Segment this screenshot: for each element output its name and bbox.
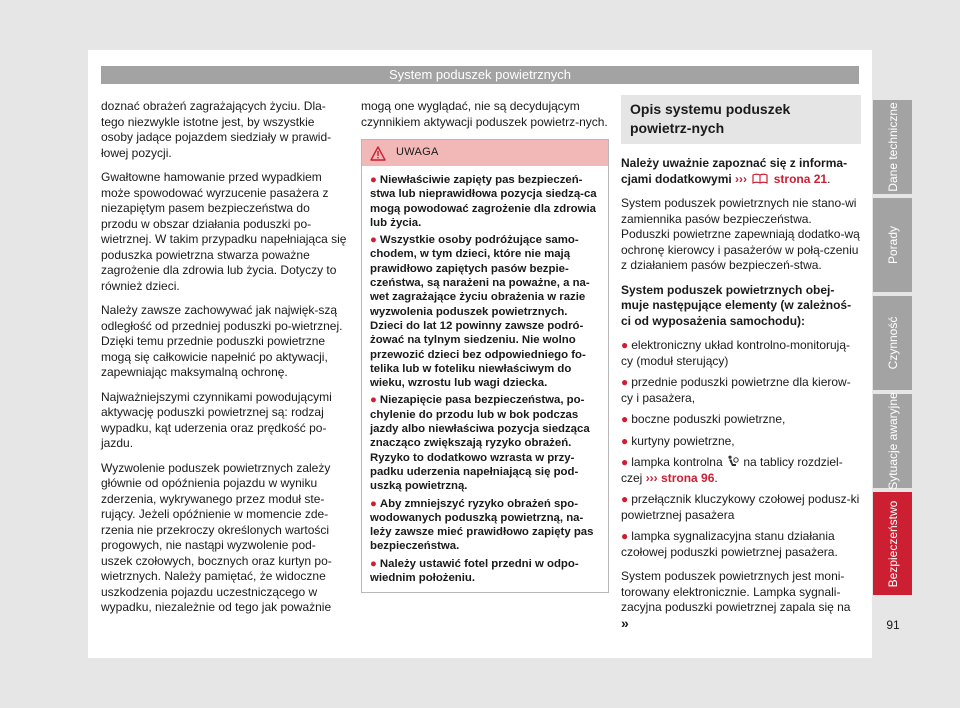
warning-item-text: Wszystkie osoby podróżujące samo-chodem, w tym dzieci, które nie mają prawidłowo zapiętych pasów bezpie-czeństwa, są narażeni na poważne, a na-wet zagrażające życiu obrażenia w razie wyzwolenia poduszek powietrznych. Dzieci do lat 12 powinny zawsze podró-żować na tylnym siedzeniu. Nie wolno przewozić dzieci bez odpowiedniego fo-telika lub w foteliku niewłaściwym do wieku, wzrostu lub wagi dziecka. — [370, 234, 590, 390]
column-left — [101, 99, 347, 625]
page-number: 91 — [886, 618, 900, 632]
bullet-icon: ● — [621, 455, 629, 469]
note-paragraph — [621, 156, 861, 187]
warning-triangle-icon — [370, 146, 386, 161]
paragraph: System poduszek powietrznych nie stano-wi zamiennika pasów bezpieczeństwa. Poduszki powietrzne zapewniają dodatko-wą ochronę kierowcy i pasażerów w połą-czeniu z działaniem pasów bezpieczeń-stwa. — [621, 196, 860, 272]
paragraph: Wyzwolenie poduszek powietrznych zależy głównie od opóźnienia pojazdu w wyniku zderzenia, wykrywanego przez moduł ste-rujący. Jeżeli opóźnienie w momencie zde-rzenia nie przekroczy określonych wartości progowych, nie nastąpi wyzwolenie pod-uszek czołowych, bocznych oraz kurtyn po-wietrznych. Należy pamiętać, że widoczne uszkodzenia pojazdu uczestniczącego w wypadku, niezależnie od tego jak poważnie — [101, 460, 332, 614]
list-item-text: kurtyny powietrzne, — [631, 433, 735, 448]
list-item — [621, 434, 861, 450]
continue-arrow-icon: » — [621, 614, 629, 631]
tab-label: Sytuacje awaryjne — [885, 392, 900, 490]
list-item — [621, 375, 861, 406]
warning-item — [370, 233, 600, 390]
tab-dane-techniczne[interactable] — [873, 100, 912, 194]
warning-item-text: Aby zmniejszyć ryzyko obrażeń spo-wodowanych poduszką powietrzną, na-leży zawsze mieć prawidłowo zapięty pas bezpieczeństwa. — [370, 497, 594, 553]
bullet-icon: ● — [621, 492, 629, 506]
paragraph: Najważniejszymi czynnikami powodującymi aktywację poduszki powietrznej są: rodzaj wypadku, kąt uderzenia oraz prędkość po-jazdu. — [101, 389, 332, 450]
bullet-icon: ● — [370, 557, 377, 570]
tab-bezpieczenstwo[interactable] — [873, 492, 912, 595]
bullet-icon: ● — [621, 375, 629, 389]
book-icon — [752, 173, 768, 184]
warning-item-text: Niezapięcie pasa bezpieczeństwa, po-chylenie do przodu lub w bok podczas jazdy albo niewłaściwa pozycja siedząca znacząco zwiększają ryzyko obrażeń. Ryzyko to dodatkowo wzrasta w przy-padku uderzenia napełniającą się pod-uszką powietrzną. — [370, 394, 590, 493]
warning-item — [370, 497, 600, 554]
paragraph — [621, 569, 861, 632]
tab-label: Porady — [885, 225, 900, 265]
list-heading: System poduszek powietrznych obej-muje następujące elementy (w zależnoś-ci od wyposażenia samochodu): — [621, 282, 852, 328]
bullet-icon: ● — [621, 529, 629, 543]
tab-label: Bezpieczeństwo — [885, 500, 900, 587]
ref-arrows: ››› — [645, 470, 658, 485]
warning-item — [370, 393, 600, 493]
warning-item — [370, 173, 600, 230]
ref-arrows: ››› — [735, 171, 748, 186]
list-item — [621, 492, 861, 523]
list-item — [621, 529, 861, 560]
list-item — [621, 412, 861, 428]
list-item-text: lampka kontrolna — [631, 455, 723, 469]
list-item-text: przełącznik kluczykowy czołowej podusz-ki powietrznej pasażera — [621, 492, 860, 522]
column-right — [621, 95, 861, 641]
list-item — [621, 455, 861, 486]
paragraph: Gwałtowne hamowanie przed wypadkiem może spowodować wyrzucenie pasażera z niezapiętym pasem bezpieczeństwa do przodu w obszar działania poduszki po-wietrznej. W takim przypadku napełniająca się poduszka powietrzna stwarza poważne zagrożenie dla zdrowia lub życia. Dotyczy to również dzieci. — [101, 170, 347, 293]
warning-item-text: Niewłaściwie zapięty pas bezpieczeń-stwa lub nieprawidłowa pozycja siedzą-ca mogą powodować zagrożenie dla zdrowia lub życia. — [370, 174, 597, 229]
punctuation: . — [714, 470, 718, 485]
paragraph-text: System poduszek powietrznych jest moni-torowany elektronicznie. Lampka sygnali-zacyjna poduszki powietrznej zapala się na — [621, 569, 851, 614]
list-item-text: boczne poduszki powietrzne, — [631, 412, 786, 426]
bullet-icon: ● — [370, 234, 377, 247]
bullet-icon: ● — [370, 394, 377, 407]
warning-item — [370, 557, 600, 586]
warning-body — [362, 166, 608, 592]
bullet-icon: ● — [621, 433, 629, 448]
paragraph: Należy zawsze zachowywać jak najwięk-szą odległość od przedniej poduszki po-wietrznej. Dzięki temu przednie poduszki powietrzne mogą się całkowicie napełnić po aktywacji, zapewniając maksymalną ochronę. — [101, 303, 343, 379]
list-item — [621, 338, 861, 369]
column-middle — [361, 99, 609, 593]
bullet-icon: ● — [370, 497, 377, 510]
note-text: Należy uważnie zapoznać się z informa-cjami dodatkowymi — [621, 156, 848, 186]
list-item-text: elektroniczny układ kontrolno-monitorują-cy (moduł sterujący) — [621, 338, 851, 368]
tab-porady[interactable] — [873, 198, 912, 292]
paragraph: mogą one wyglądać, nie są decydującym czynnikiem aktywacji poduszek powietrz-nych. — [361, 99, 608, 129]
tab-czynnosc[interactable] — [873, 296, 912, 390]
list-item-text: przednie poduszki powietrzne dla kierow-cy i pasażera, — [621, 375, 851, 405]
tab-label: Czynność — [885, 316, 900, 370]
bullet-icon: ● — [621, 412, 629, 426]
list-item-text: na tablicy rozdziel-czej — [621, 455, 843, 485]
bullet-icon: ● — [370, 174, 377, 186]
punctuation: . — [827, 171, 831, 186]
warning-box — [361, 139, 609, 593]
bullet-icon: ● — [621, 338, 629, 352]
tab-label: Dane techniczne — [885, 102, 900, 192]
airbag-warning-lamp-icon — [727, 455, 739, 468]
warning-item-text: Należy ustawić fotel przedni w odpo-wiednim położeniu. — [370, 557, 579, 585]
page-header: System poduszek powietrznych — [101, 66, 859, 84]
page-reference-link[interactable]: strona 21 — [773, 171, 828, 186]
paragraph: doznać obrażeń zagrażających życiu. Dla-tego niezwykle istotne jest, by wszystkie osoby jadące pojazdem siedziały w prawid-łowej pozycji. — [101, 99, 332, 160]
warning-title: UWAGA — [396, 146, 439, 159]
section-title: Opis systemu poduszek powietrz-nych — [621, 95, 861, 144]
warning-header — [362, 140, 608, 166]
page-reference-link[interactable]: strona 96 — [661, 470, 715, 485]
list-item-text: lampka sygnalizacyjna stanu działania czołowej poduszki powietrznej pasażera. — [621, 529, 838, 559]
tab-sytuacje-awaryjne[interactable] — [873, 394, 912, 488]
